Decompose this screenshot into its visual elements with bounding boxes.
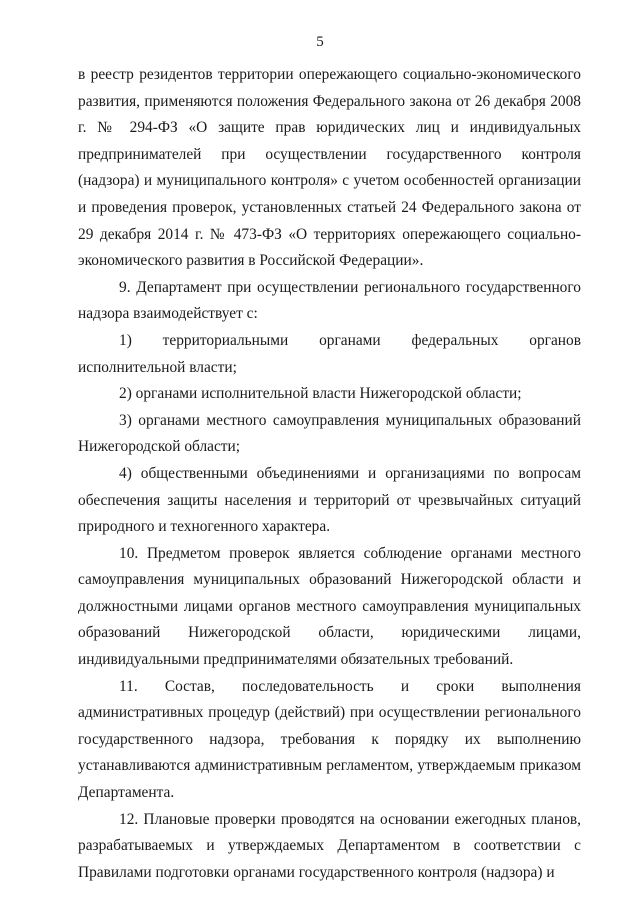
list-item-9-4: 4) общественными объединениями и организациями по вопросам обеспечения защиты населения и территорий от чрезвычайных ситуаций природного и техногенного характера. — [78, 464, 581, 536]
paragraph-12: 12. Плановые проверки проводятся на основании ежегодных планов, разрабатываемых и утверждаемых Департаментом в соответствии с Правилами подготовки органами государственного контроля (надзора) и — [78, 810, 581, 881]
list-item-9-1: 1) территориальными органами федеральных органов исполнительной власти; — [78, 331, 581, 376]
paragraph-11: 11. Состав, последовательность и сроки выполнения административных процедур (действий) при осуществлении регионального государственного надзора, требования к порядку их выполнению устанавливаются административным регламентом, утверждаемым приказом Департамента. — [78, 677, 581, 802]
list-item-9-2: 2) органами исполнительной власти Нижегородской области; — [119, 385, 522, 403]
document-body — [78, 62, 581, 886]
paragraph-9: 9. Департамент при осуществлении регионального государственного надзора взаимодействует с: — [78, 278, 581, 323]
page-number: 5 — [316, 34, 324, 50]
list-item-9-3: 3) органами местного самоуправления муниципальных образований Нижегородской области; — [78, 411, 581, 456]
paragraph-continuation: в реестр резидентов территории опережающего социально-экономического развития, применяются положения Федерального закона от 26 декабря 2008 г. № 294-ФЗ «О защите прав юридических лиц и индивидуальных предпринимателей при осуществлении государственного контроля (надзора) и муниципального контроля» с учетом особенностей организации и проведения проверок, установленных статьей 24 Федерального закона от 29 декабря 2014 г. № 473-ФЗ «О территориях опережающего социально-экономического развития в Российской Федерации». — [78, 66, 581, 270]
paragraph-10: 10. Предметом проверок является соблюдение органами местного самоуправления муниципальных образований Нижегородской области и должностными лицами органов местного самоуправления муниципальных образований Нижегородской области, юридическими лицами, индивидуальными предпринимателями обязательных требований. — [78, 544, 581, 669]
